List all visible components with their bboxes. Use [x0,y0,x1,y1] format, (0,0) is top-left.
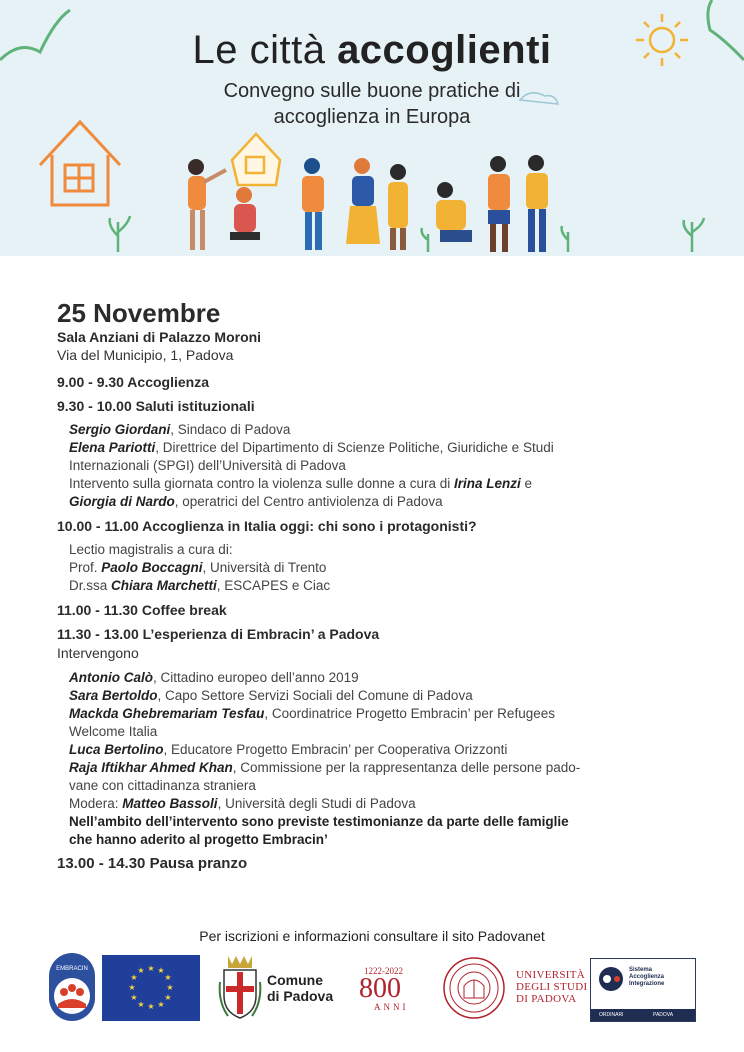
registration-info: Per iscrizioni e informazioni consultare il sito Padovanet [199,928,545,944]
speaker-role: , Direttrice del Dipartimento di Scienze Politiche, Giuridiche e Studi [155,440,554,455]
comune-line-2: di Padova [267,988,334,1004]
title-prefix: Dr.ssa [69,578,112,593]
unipd-text [516,969,587,1005]
small-house-icon [232,134,280,185]
slot-coffee-break: 11.00 - 11.30 Coffee break [57,602,227,618]
svg-text:★: ★ [147,964,155,973]
sai-label [629,967,664,988]
sai-logo [590,958,696,1022]
embracin-label: EMBRACIN [56,966,88,972]
partner-logos [44,952,704,1024]
speaker-name: Sara Bertoldo [69,688,158,703]
speaker-name: Elena Pariotti [69,440,156,455]
svg-text:★: ★ [128,983,136,992]
event-venue: Sala Anziani di Palazzo Moroni [57,329,262,345]
speaker-name: Giorgia di Nardo [69,494,175,509]
anni-word: ANNI [374,1002,409,1012]
unipd-line-3: DI PADOVA [516,993,577,1005]
lectio-speakers [69,541,707,595]
svg-text:★: ★ [147,1002,155,1011]
slot-pausa-pranzo: 13.00 - 14.30 Pausa pranzo [57,855,248,872]
sai-bar [591,1009,695,1021]
slot-accoglienza-italia: 10.00 - 11.00 Accoglienza in Italia oggi: chi sono i protagonisti? [57,518,477,534]
speaker-role: , operatrici del Centro antiviolenza di Padova [174,494,443,509]
subtitle-line-1: Convegno sulle buone pratiche di [223,80,521,102]
slot-accoglienza: 9.00 - 9.30 Accoglienza [57,374,209,390]
speaker-name: Paolo Boccagni [101,560,203,575]
program-content [57,298,707,879]
page-subtitle [0,78,744,130]
unipd-line-2: DEGLI STUDI [516,981,588,993]
embracin-speakers [69,669,707,849]
saluti-speakers [69,421,707,511]
subtitle-line-2: accoglienza in Europa [273,106,471,128]
house-icon [40,122,120,205]
svg-text:★: ★ [157,1000,165,1009]
sai-bar-right: PADOVA [653,1012,674,1018]
speaker-role: , Commissione per la rappresentanza delle persone pado- [232,760,581,775]
speaker-name: Mackda Ghebremariam Tesfau [69,706,265,721]
svg-text:★: ★ [164,973,172,982]
speaker-role: , Capo Settore Servizi Sociali del Comune di Padova [157,688,473,703]
comune-line-1: Comune [267,972,323,988]
talk-description: Intervento sulla giornata contro la violenza sulle donne a cura di [69,476,454,491]
connector-text: e [520,476,533,491]
svg-text:★: ★ [157,966,165,975]
speaker-role: , Cittadino europeo dell’anno 2019 [153,670,359,685]
slot-embracin: 11.30 - 13.00 L’esperienza di Embracin’ a Padova [57,626,380,642]
speaker-name: Luca Bertolino [69,742,164,757]
lectio-intro: Lectio magistralis a cura di: [69,542,233,557]
svg-text:★: ★ [166,983,174,992]
sai-bar-left: ORDINARI [599,1012,624,1018]
svg-text:★: ★ [137,966,145,975]
slot-saluti: 9.30 - 10.00 Saluti istituzionali [57,398,255,414]
event-date: 25 Novembre [57,298,221,328]
eu-flag-logo [102,955,200,1021]
embracin-logo [48,952,96,1022]
speaker-role-cont: vane con cittadinanza straniera [69,778,256,793]
sai-line-1: Sistema [629,967,653,973]
event-address: Via del Municipio, 1, Padova [57,347,234,363]
padova-crest-logo [216,952,264,1022]
svg-text:★: ★ [137,1000,145,1009]
sai-mark-icon [597,965,625,993]
comune-padova-text [267,972,333,1004]
page-title [0,28,744,73]
speaker-name: Irina Lenzi [454,476,521,491]
svg-text:★: ★ [130,973,138,982]
speaker-role: , Educatore Progetto Embracin’ per Cooperativa Orizzonti [163,742,508,757]
testimonial-note-cont: che hanno aderito al progetto Embracin’ [69,832,328,847]
speaker-role: , Coordinatrice Progetto Embracin’ per Refugees [264,706,555,721]
intervengono-label: Intervengono [57,645,139,661]
sai-line-2: Accoglienza [629,974,665,980]
speaker-name: Sergio Giordani [69,422,171,437]
university-seal-logo [442,956,506,1020]
speaker-name: Raja Iftikhar Ahmed Khan [69,760,233,775]
moderator-name: Matteo Bassoli [122,796,218,811]
sai-line-3: Integrazione [629,981,665,987]
speaker-name: Chiara Marchetti [111,578,217,593]
speaker-role: , Università di Trento [202,560,327,575]
speaker-role: , Sindaco di Padova [170,422,291,437]
testimonial-note: Nell’ambito dell’intervento sono previste testimonianze da parte delle famiglie [69,814,569,829]
anni-number: 800 [359,973,401,1004]
moderator-role: , Università degli Studi di Padova [217,796,416,811]
unipd-line-1: UNIVERSITÀ [516,969,585,981]
title-bold: accoglienti [337,28,552,72]
speaker-role-cont: Welcome Italia [69,724,158,739]
speaker-name: Antonio Calò [69,670,153,685]
anni-years: 1222-2022 [364,966,403,976]
svg-text:★: ★ [130,993,138,1002]
title-prefix: Prof. [69,560,102,575]
svg-text:★: ★ [164,993,172,1002]
speaker-role: , ESCAPES e Ciac [216,578,331,593]
speaker-role-cont: Internazionali (SPGI) dell’Università di Padova [69,458,346,473]
moderator-prefix: Modera: [69,796,123,811]
hero-banner [0,0,744,256]
title-light: Le città [192,28,338,72]
